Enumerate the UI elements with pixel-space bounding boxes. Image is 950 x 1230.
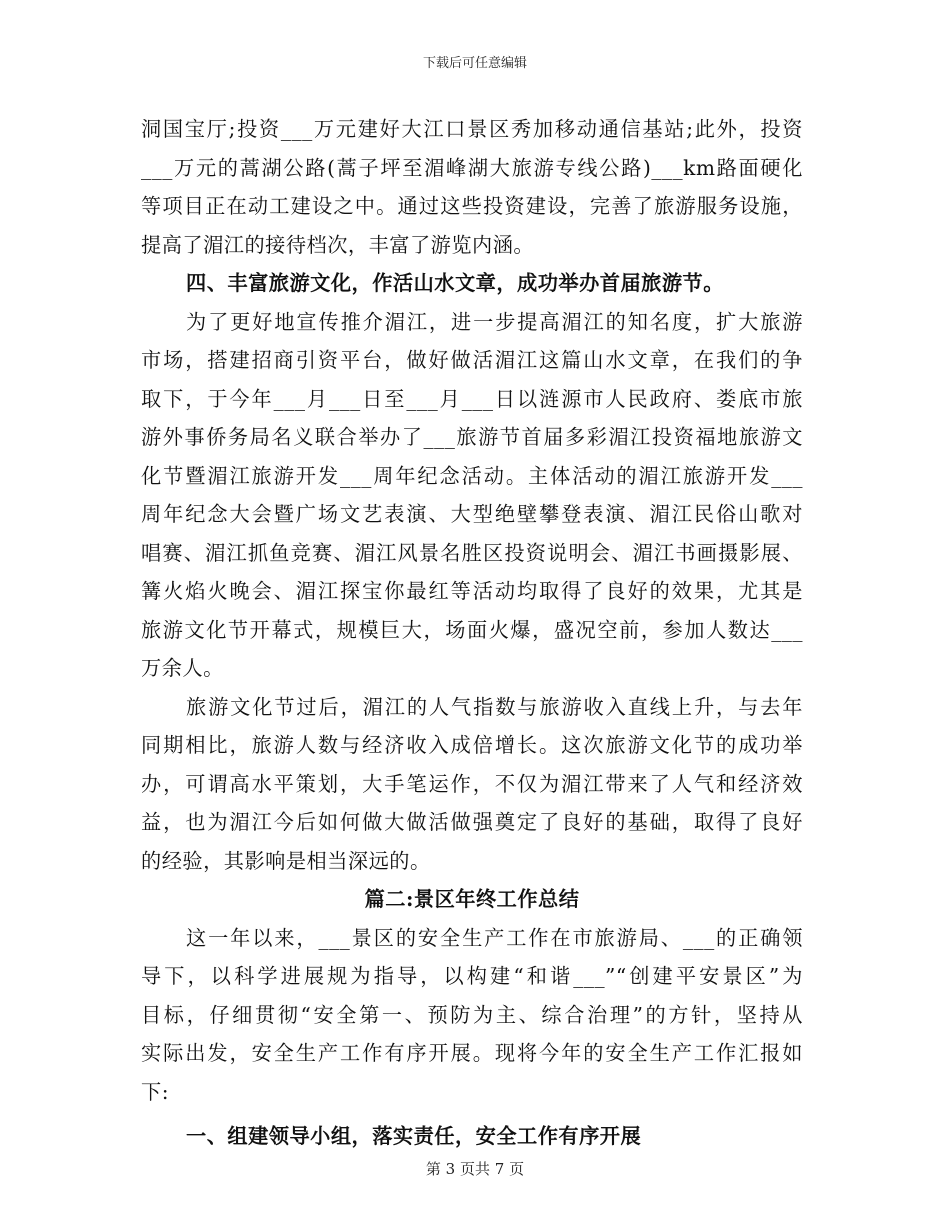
paragraph-line: 旅游文化节开幕式，规模巨大，场面火爆，盛况空前，参加人数达___ — [141, 617, 803, 642]
paragraph-line: 同期相比，旅游人数与经济收入成倍增长。这次旅游文化节的成功举 — [141, 733, 803, 757]
section-heading: 一、组建领导小组，落实责任，安全工作有序开展 — [186, 1124, 642, 1148]
paragraph-line: 化节暨湄江旅游开发___周年纪念活动。主体活动的湄江旅游开发___ — [141, 463, 803, 488]
article-title: 篇二:景区年终工作总结 — [364, 887, 580, 911]
paragraph-line: 这一年以来，___景区的安全生产工作在市旅游局、___的正确领 — [186, 925, 803, 950]
paragraph-line: 益，也为湄江今后如何做大做活做强奠定了良好的基础，取得了良好 — [141, 810, 803, 834]
paragraph-line: 旅游文化节过后，湄江的人气指数与旅游收入直线上升，与去年 — [186, 694, 803, 719]
paragraph-line: ___万元的蒿湖公路(蒿子坪至湄峰湖大旅游专线公路)___km路面硬化 — [141, 155, 803, 180]
paragraph-line: 办，可谓高水平策划，大手笔运作，不仅为湄江带来了人气和经济效 — [141, 771, 803, 796]
paragraph-line: 万余人。 — [141, 656, 224, 680]
paragraph-line: 洞国宝厅;投资___万元建好大江口景区秀加移动通信基站;此外，投资 — [141, 117, 803, 141]
paragraph-line: 的经验，其影响是相当深远的。 — [141, 848, 431, 873]
paragraph-line: 游外事侨务局名义联合举办了___旅游节首届多彩湄江投资福地旅游文 — [141, 425, 803, 449]
paragraph-line: 提高了湄江的接待档次，丰富了游览内涵。 — [141, 232, 535, 257]
paragraph-line: 取下，于今年___月___日至___月___日以涟源市人民政府、娄底市旅 — [141, 386, 803, 411]
section-heading: 四、丰富旅游文化，作活山水文章，成功举办首届旅游节。 — [186, 271, 724, 295]
paragraph-line: 市场，搭建招商引资平台，做好做活湄江这篇山水文章，在我们的争 — [141, 348, 803, 372]
paragraph-line: 为了更好地宣传推介湄江，进一步提高湄江的知名度，扩大旅游 — [186, 309, 803, 334]
document-body — [141, 110, 803, 1156]
paragraph-line: 等项目正在动工建设之中。通过这些投资建设，完善了旅游服务设施， — [141, 194, 803, 218]
paragraph-line: 下: — [141, 1079, 169, 1104]
paragraph-line: 篝火焰火晚会、湄江探宝你最红等活动均取得了良好的效果，尤其是 — [141, 579, 803, 603]
paragraph-line: 周年纪念大会暨广场文艺表演、大型绝壁攀登表演、湄江民俗山歌对 — [141, 502, 803, 526]
page-header: 下载后可任意编辑 — [422, 56, 527, 71]
paragraph-line: 唱赛、湄江抓鱼竞赛、湄江风景名胜区投资说明会、湄江书画摄影展、 — [141, 540, 803, 565]
page-footer: 第 3 页共 7 页 — [425, 1160, 525, 1178]
paragraph-line: 目标，仔细贯彻“安全第一、预防为主、综合治理”的方针，坚持从 — [141, 1002, 803, 1027]
paragraph-line: 实际出发，安全生产工作有序开展。现将今年的安全生产工作汇报如 — [141, 1041, 803, 1065]
paragraph-line: 导下，以科学进展规为指导，以构建“和谐___”“创建平安景区”为 — [141, 964, 803, 988]
